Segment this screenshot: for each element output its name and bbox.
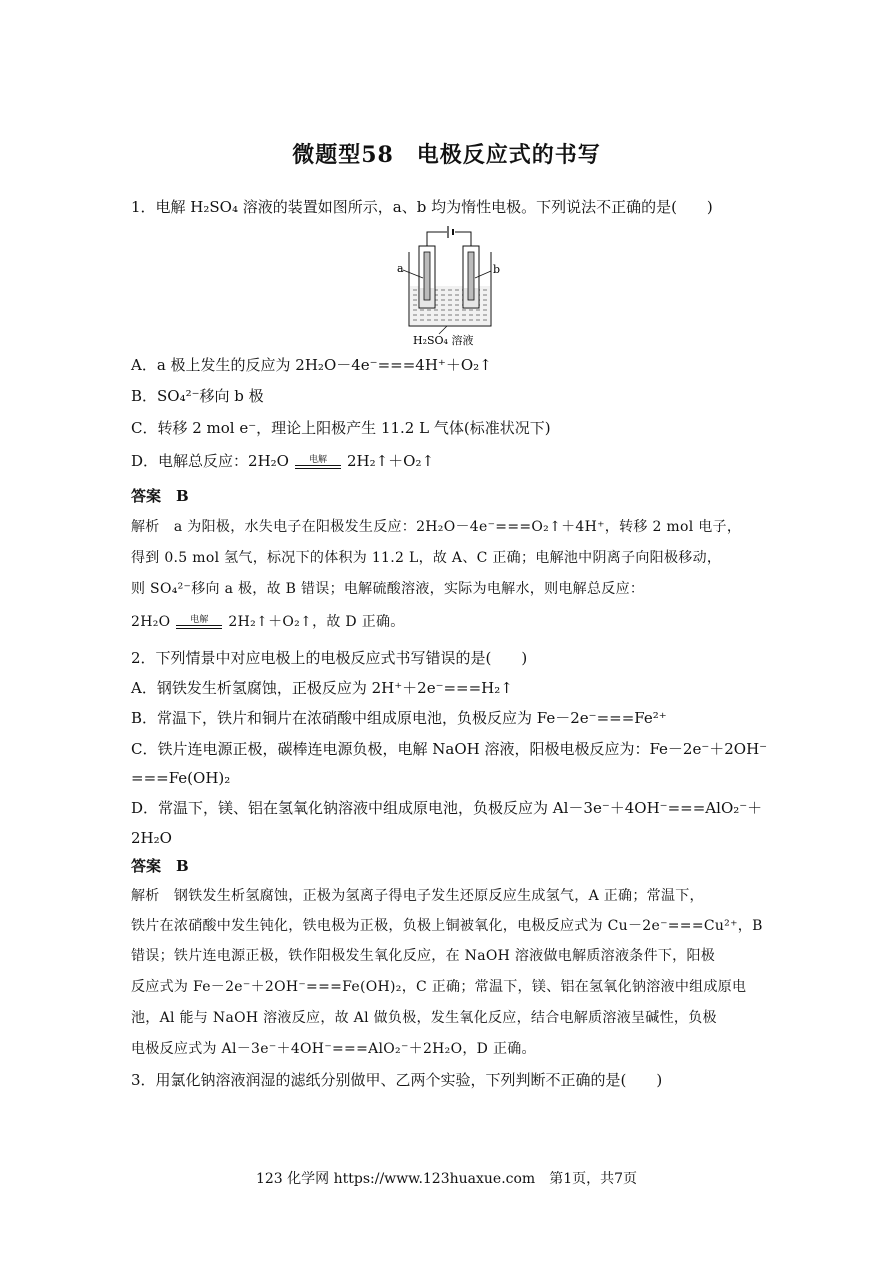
- label-a: a: [397, 262, 404, 275]
- q1-option-d-rhs: 2H₂↑＋O₂↑: [346, 452, 435, 470]
- electrode-a: [424, 252, 430, 300]
- q3-stem: 3．用氯化钠溶液润湿的滤纸分别做甲、乙两个实验，下列判断不正确的是( ): [131, 1071, 663, 1089]
- figure-caption: H₂SO₄ 溶液: [413, 334, 474, 347]
- q2-explanation-line: 解析 钢铁发生析氢腐蚀，正极为氢离子得电子发生还原反应生成氢气，A 正确；常温下，: [131, 888, 704, 904]
- q1-explanation-line: 则 SO₄²⁻移向 a 极，故 B 错误；电解硫酸溶液，实际为电解水，则电解总反应：: [131, 581, 645, 597]
- q1-option-d-lhs: D．电解总反应：2H₂O: [131, 452, 289, 470]
- q2-option-d: D．常温下，镁、铝在氢氧化钠溶液中组成原电池，负极反应为 Al－3e⁻＋4OH⁻===AlO₂⁻＋: [131, 799, 763, 817]
- electrolysis-condition: 电解: [176, 615, 222, 629]
- q1-option-b: B．SO₄²⁻移向 b 极: [131, 387, 264, 405]
- q2-option-c-cont: ===Fe(OH)₂: [131, 769, 231, 787]
- q1-explanation-line: 2H₂O 电解 2H₂↑＋O₂↑，故 D 正确。: [131, 614, 405, 630]
- q1-option-c: C．转移 2 mol e⁻，理论上阳极产生 11.2 L 气体(标准状况下): [131, 419, 551, 437]
- q2-answer: 答案 B: [131, 857, 189, 875]
- q2-option-b: B．常温下，铁片和铜片在浓硝酸中组成原电池，负极反应为 Fe－2e⁻===Fe²⁺: [131, 709, 667, 727]
- q2-explanation-line: 铁片在浓硝酸中发生钝化，铁电极为正极，负极上铜被氧化，电极反应式为 Cu－2e⁻===Cu²⁺，B: [131, 918, 763, 934]
- caption-pointer: [439, 326, 447, 334]
- q2-explanation-line: 池，Al 能与 NaOH 溶液反应，故 Al 做负极，发生氧化反应，结合电解质溶液呈碱性，负极: [131, 1010, 717, 1026]
- label-b: b: [493, 263, 501, 276]
- page-title: 微题型58 电极反应式的书写: [292, 142, 601, 168]
- page-footer: 123 化学网 https://www.123huaxue.com 第1页，共7页: [255, 1171, 638, 1187]
- electrolysis-apparatus-figure: [395, 222, 505, 348]
- q1-option-d: [131, 450, 771, 472]
- q2-stem: 2．下列情景中对应电极上的电极反应式书写错误的是( ): [131, 649, 528, 667]
- q2-option-d-cont: 2H₂O: [131, 829, 172, 847]
- q2-explanation-line: 电极反应式为 Al－3e⁻＋4OH⁻===AlO₂⁻＋2H₂O，D 正确。: [131, 1041, 536, 1057]
- q2-option-a: A．钢铁发生析氢腐蚀，正极反应为 2H⁺＋2e⁻===H₂↑: [131, 679, 513, 697]
- q1-answer: 答案 B: [131, 487, 189, 505]
- q1-option-a: A．a 极上发生的反应为 2H₂O－4e⁻===4H⁺＋O₂↑: [131, 356, 492, 374]
- electrolysis-condition: 电解: [295, 455, 341, 469]
- q1-explanation-line: 得到 0.5 mol 氢气，标况下的体积为 11.2 L，故 A、C 正确；电解池中阴离子向阳极移动，: [131, 550, 722, 566]
- electrode-b: [468, 252, 474, 300]
- q1-stem: 1．电解 H₂SO₄ 溶液的装置如图所示，a、b 均为惰性电极。下列说法不正确的是( ): [131, 198, 713, 216]
- q1-explanation-line: 解析 a 为阳极，水失电子在阳极发生反应：2H₂O－4e⁻===O₂↑＋4H⁺，转移 2 mol 电子，: [131, 519, 742, 535]
- q2-explanation-line: 错误；铁片连电源正极，铁作阳极发生氧化反应，在 NaOH 溶液做电解质溶液条件下，阳极: [131, 948, 716, 964]
- q2-explanation-line: 反应式为 Fe－2e⁻＋2OH⁻===Fe(OH)₂，C 正确；常温下，镁、铝在氢氧化钠溶液中组成原电: [131, 979, 747, 995]
- q2-option-c: C．铁片连电源正极，碳棒连电源负极，电解 NaOH 溶液，阳极电极反应为：Fe－2e⁻＋2OH⁻: [131, 740, 768, 758]
